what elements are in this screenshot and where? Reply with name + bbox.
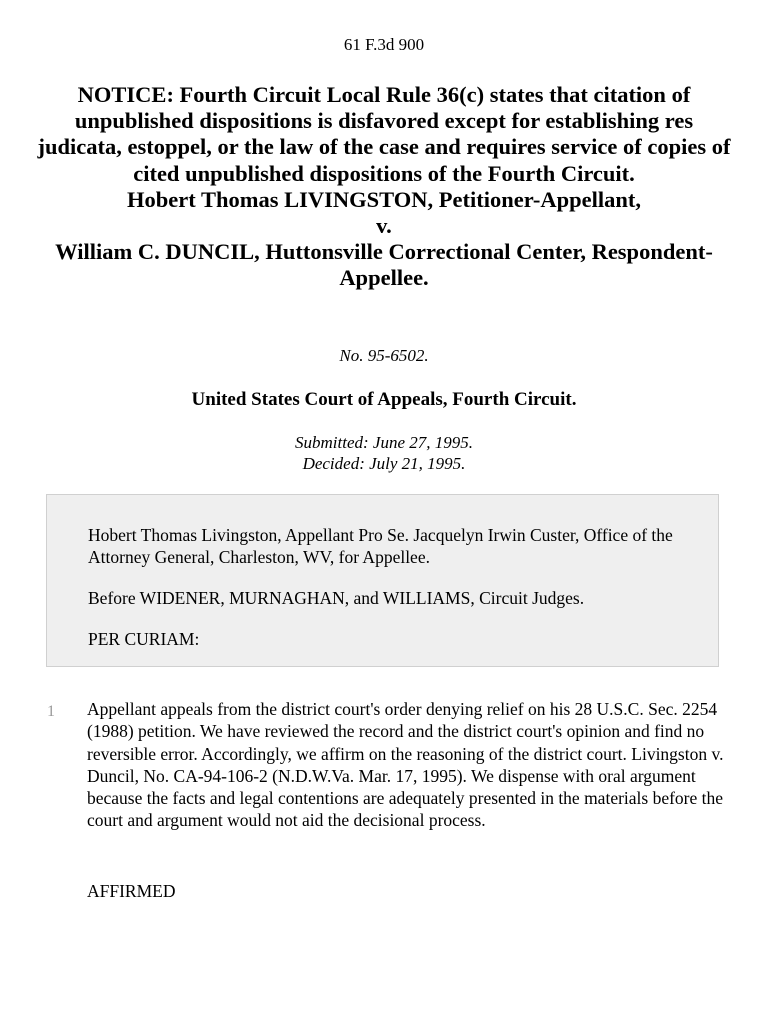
per-curiam-label: PER CURIAM: [88, 629, 200, 649]
versus-label: v. [376, 213, 392, 239]
rule-notice: NOTICE: Fourth Circuit Local Rule 36(c) states that citation of unpublished dispositions is disfavored except for establishing res judicata, estoppel, or the law of the case and requires service of copies of cited unpublished dispositions of the Fourth Circuit. [37, 82, 731, 186]
case-heading [30, 82, 738, 292]
opinion-paragraph: Appellant appeals from the district court's order denying relief on his 28 U.S.C. Sec. 2254 (1988) petition. We have reviewed the record and the district court's opinion and find no reversible error. Accordingly, we affirm on the reasoning of the district court. Livingston v. Duncil, No. CA-94-106-2 (N.D.W.Va. Mar. 17, 1995). We dispense with oral argument because the facts and legal contentions are adequately presented in the materials before the court and argument would not aid the decisional process. [87, 699, 724, 831]
decided-date: Decided: July 21, 1995. [302, 454, 466, 473]
docket-number: No. 95-6502. [339, 346, 429, 365]
case-citation: 61 F.3d 900 [343, 35, 425, 54]
counsel-text: Hobert Thomas Livingston, Appellant Pro Se. Jacquelyn Irwin Custer, Office of the Attorney General, Charleston, WV, for Appellee. [88, 525, 673, 567]
submitted-date: Submitted: June 27, 1995. [295, 433, 473, 452]
appellant-name: Hobert Thomas LIVINGSTON, Petitioner-Appellant, [127, 186, 641, 212]
judges-text: Before WIDENER, MURNAGHAN, and WILLIAMS, Circuit Judges. [88, 588, 585, 608]
court-name: United States Court of Appeals, Fourth Circuit. [191, 389, 577, 410]
case-dates [0, 432, 768, 474]
disposition-text: AFFIRMED [87, 881, 176, 901]
appellee-name: William C. DUNCIL, Huttonsville Correctional Center, Respondent-Appellee. [55, 239, 713, 291]
paragraph-number[interactable]: 1 [47, 703, 55, 720]
counsel-panel [46, 494, 719, 667]
